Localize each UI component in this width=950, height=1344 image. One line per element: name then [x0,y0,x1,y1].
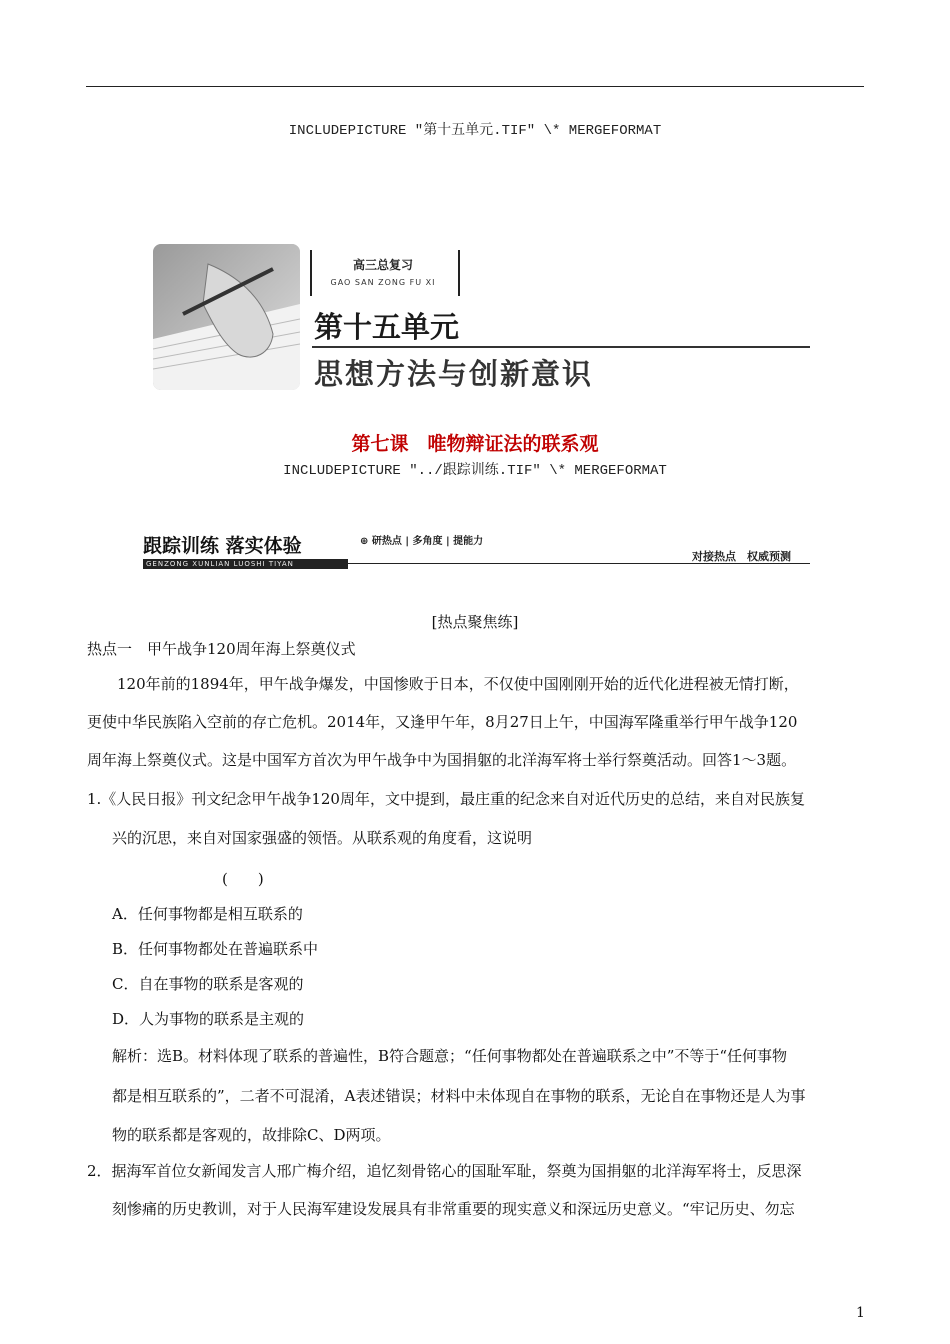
question-2-line: 刻惨痛的历史教训，对于人民海军建设发展具有非常重要的现实意义和深远历史意义。“牢记历史、勿忘 [112,1200,795,1218]
series-pinyin: GAO SAN ZONG FU XI [330,278,436,287]
tracking-title: 跟踪训练 落实体验 [143,535,302,557]
intro-line: 更使中华民族陷入空前的存亡危机。2014年，又逢甲午年，8月27日上午，中国海军隆重举行甲午战争120 [87,713,798,731]
page-number: 1 [856,1305,865,1321]
arrow-circle-icon: ⊕ [360,536,369,547]
section-label: [热点聚焦练] [431,613,519,631]
option-b: B．任何事物都处在普遍联系中 [112,940,319,958]
field-code-tracking-picture: INCLUDEPICTURE "../跟踪训练.TIF" \* MERGEFORMAT [283,463,667,479]
option-a: A．任何事物都是相互联系的 [112,905,303,923]
hotspot-title: 热点一 甲午战争120周年海上祭奠仪式 [87,640,356,658]
series-title: 高三总复习 [352,258,413,272]
intro-line: 120年前的1894年，甲午战争爆发，中国惨败于日本，不仅使中国刚刚开始的近代化进程被无情打断， [117,675,799,693]
answer-blank: ( ) [222,870,264,888]
option-d: D．人为事物的联系是主观的 [112,1010,305,1028]
question-1-line: 1.《人民日报》刊文纪念甲午战争120周年，文中提到，最庄重的纪念来自对近代历史的总结，来自对民族复 [87,790,805,808]
writing-hand-photo [153,244,300,390]
question-2-line: 2．据海军首位女新闻发言人邢广梅介绍，追忆刻骨铭心的国耻军耻，祭奠为国捐躯的北洋海军将士，反思深 [87,1162,802,1180]
unit-title: 第十五单元 [314,310,460,344]
lesson-title: 第七课 唯物辩证法的联系观 [351,433,599,455]
analysis-line: 物的联系都是客观的，故排除C、D两项。 [112,1126,391,1144]
tracking-tags: ⊕ 研热点 | 多角度 | 提能力 [360,536,484,547]
header-rule [86,86,864,87]
unit-rule [312,346,810,348]
tracking-right-label: 对接热点 权威预测 [692,550,791,563]
option-c: C．自在事物的联系是客观的 [112,975,304,993]
intro-line: 周年海上祭奠仪式。这是中国军方首次为甲午战争中为国捐躯的北洋海军将士举行祭奠活动。回答1～3题。 [87,751,797,769]
unit-subtitle: 思想方法与创新意识 [314,357,594,391]
analysis-line: 解析：选B。材料体现了联系的普遍性，B符合题意；“任何事物都处在普遍联系之中”不等于“任何事物 [112,1047,788,1065]
analysis-line: 都是相互联系的”，二者不可混淆，A表述错误；材料中未体现自在事物的联系，无论自在事物还是人为事 [112,1087,806,1105]
field-code-unit-picture: INCLUDEPICTURE "第十五单元.TIF" \* MERGEFORMAT [288,123,662,139]
tracking-pinyin: GENZONG XUNLIAN LUOSHI TIYAN [143,559,348,569]
question-1-line: 兴的沉思，来自对国家强盛的领悟。从联系观的角度看，这说明 [112,829,533,847]
